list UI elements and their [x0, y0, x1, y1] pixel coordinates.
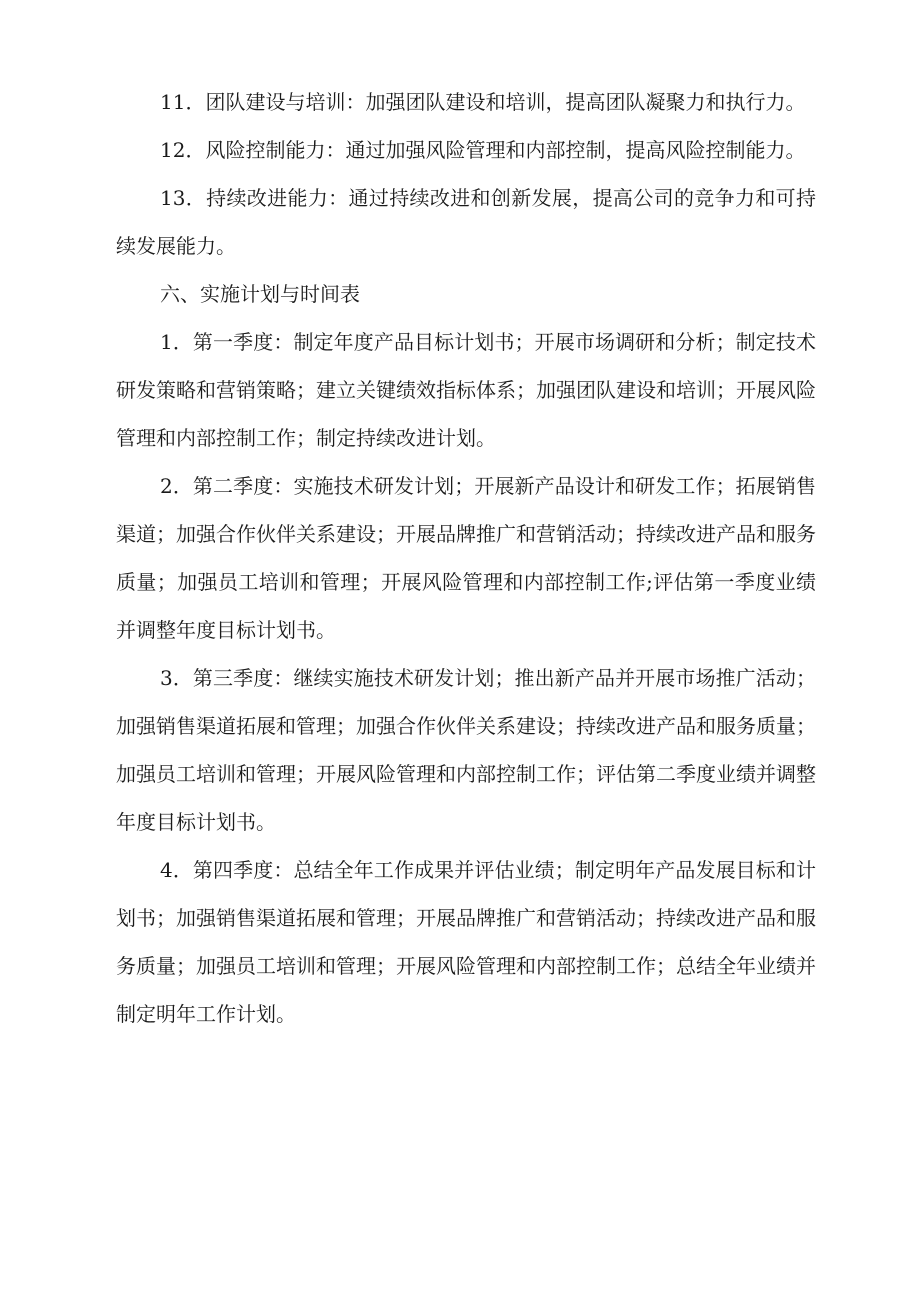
- paragraph-continuous-improvement: 13．持续改进能力：通过持续改进和创新发展，提高公司的竞争力和可持续发展能力。: [116, 186, 816, 258]
- paragraph-q2: 2．第二季度：实施技术研发计划；开展新产品设计和研发工作；拓展销售渠道；加强合作伙伴关系建设；开展品牌推广和营销活动；持续改进产品和服务质量；加强员工培训和管理；开展风险管理和内部控制工作;评估第一季度业绩并调整年度目标计划书。: [116, 474, 816, 642]
- section-heading-implementation-plan: 六、实施计划与时间表: [160, 282, 360, 306]
- paragraph-q4: 4．第四季度：总结全年工作成果并评估业绩；制定明年产品发展目标和计划书；加强销售渠道拓展和管理；开展品牌推广和营销活动；持续改进产品和服务质量；加强员工培训和管理；开展风险管理和内部控制工作；总结全年业绩并制定明年工作计划。: [116, 858, 816, 1026]
- paragraph-risk-control: 12．风险控制能力：通过加强风险管理和内部控制，提高风险控制能力。: [160, 138, 806, 162]
- paragraph-q1: 1．第一季度：制定年度产品目标计划书；开展市场调研和分析；制定技术研发策略和营销策略；建立关键绩效指标体系；加强团队建设和培训；开展风险管理和内部控制工作；制定持续改进计划。: [116, 330, 816, 450]
- paragraph-team-building: 11．团队建设与培训：加强团队建设和培训，提高团队凝聚力和执行力。: [160, 90, 806, 114]
- paragraph-q3: 3．第三季度：继续实施技术研发计划；推出新产品并开展市场推广活动；加强销售渠道拓展和管理；加强合作伙伴关系建设；持续改进产品和服务质量；加强员工培训和管理；开展风险管理和内部控制工作；评估第二季度业绩并调整年度目标计划书。: [116, 666, 816, 834]
- document-body: [116, 78, 816, 1038]
